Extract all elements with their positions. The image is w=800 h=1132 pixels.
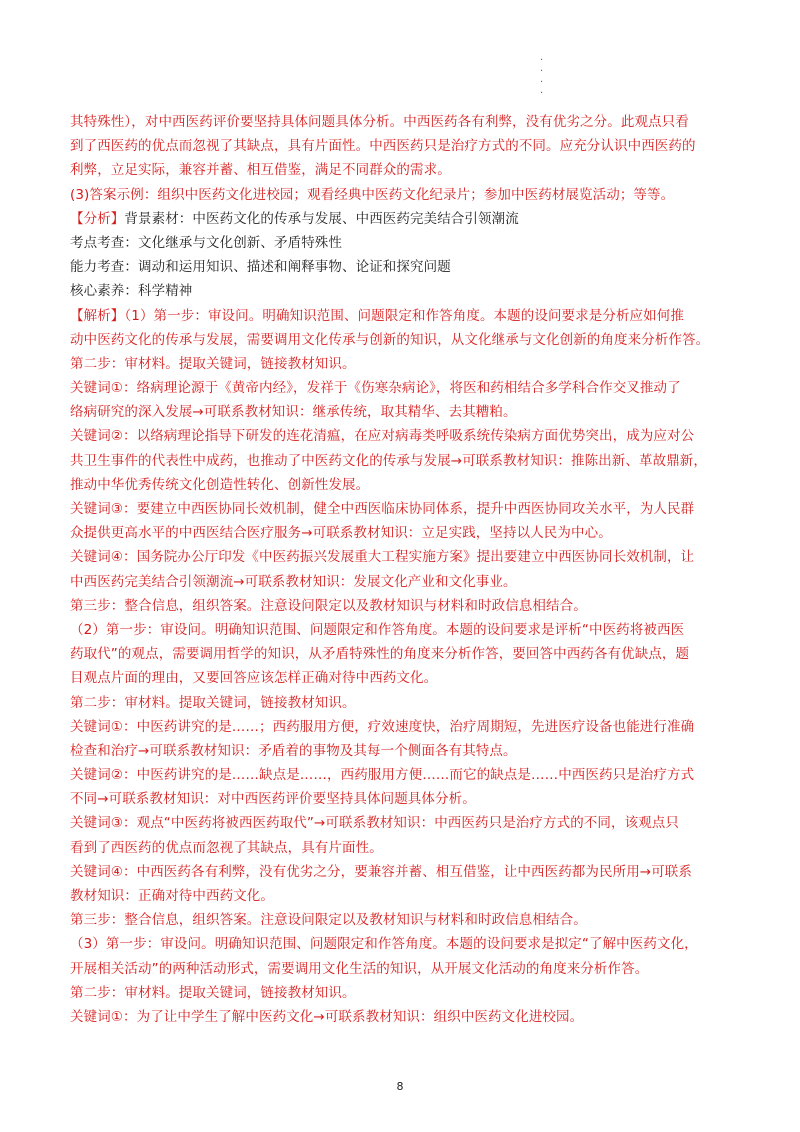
line-text: 其特殊性），对中西医药评价要坚持具体问题具体分析。中西医药各有利弊，没有优劣之分。此观点只看 (70, 114, 689, 130)
line-text: 关键词④：中西医药各有利弊，没有优劣之分，要兼容并蓄、相互借鉴，让中西医药都为民所用→可联系 (70, 863, 693, 880)
text-line (70, 981, 735, 1005)
line-text: 关键词②：以络病理论指导下研发的连花清瘟，在应对病毒类呼吸系统传染病方面优势突出，成为应对公 (70, 428, 695, 445)
line-text: 推动中华优秀传统文化创造性转化、创新性发展。 (70, 476, 370, 493)
text-line (70, 666, 735, 690)
text-line (70, 279, 735, 303)
text-line (70, 884, 735, 908)
line-text: 关键词①：为了让中学生了解中医药文化→可联系教材知识：组织中医药文化进校园。 (70, 1008, 584, 1025)
line-text: 第三步：整合信息，组织答案。注意设问限定以及教材知识与材料和时政信息相结合。 (70, 912, 587, 929)
text-line (70, 158, 735, 182)
line-text: 关键词①：中医药讲究的是……；西药服用方便，疗效速度快，治疗周期短，先进医疗设备也能进行准确 (70, 718, 695, 735)
document-body (70, 110, 735, 1029)
line-text: 第二步：审材料。提取关键词，链接教材知识。 (70, 355, 356, 372)
line-text: 关键词④：国务院办公厅印发《中医药振兴发展重大工程实施方案》提出要建立中西医协同长效机制，让 (70, 549, 695, 566)
text-line (70, 521, 735, 545)
header-dot: . (540, 52, 544, 63)
line-text: 众提供更高水平的中西医结合医疗服务→可联系教材知识：立足实践，坚持以人民为中心。 (70, 525, 612, 542)
section-marker: 【分析】 (70, 210, 125, 227)
text-line (70, 811, 735, 835)
text-line (70, 231, 735, 255)
line-text: 中西医药完美结合引领潮流→可联系教材知识：发展文化产业和文化事业。 (70, 573, 517, 590)
text-line (70, 908, 735, 932)
line-text: 不同→可联系教材知识：对中西医药评价要坚持具体问题具体分析。 (70, 791, 476, 808)
line-text: 检查和治疗→可联系教材知识：矛盾着的事物及其每一个侧面各有其特点。 (70, 742, 517, 759)
text-line (70, 1005, 735, 1029)
text-line (70, 376, 735, 400)
text-line (70, 255, 735, 279)
line-text: 核心素养：科学精神 (70, 283, 193, 300)
line-text: 考点考查：文化继承与文化创新、矛盾特殊性 (70, 234, 342, 251)
line-text: 关键词①：络病理论源于《黄帝内经》，发祥于《伤寒杂病论》，将医和药相结合多学科合作交叉推动了 (70, 380, 681, 397)
text-line (70, 545, 735, 569)
line-text: 目观点片面的理由，又要回答应该怎样正确对待中西药文化。 (70, 670, 438, 687)
text-line (70, 400, 735, 424)
text-line (70, 424, 735, 448)
text-line (70, 715, 735, 739)
text-line (70, 110, 735, 134)
line-text: 看到了西医药的优点而忽视了其缺点，具有片面性。 (70, 839, 383, 856)
text-line (70, 787, 735, 811)
text-line (70, 618, 735, 642)
line-text: 药取代”的观点，需要调用哲学的知识，从矛盾特殊性的角度来分析作答，要回答中西药各有优缺点，题 (70, 646, 690, 663)
line-text: （2）第一步：审设问。明确知识范围、问题限定和作答角度。本题的设问要求是评析“中医药将被西医 (70, 621, 685, 638)
line-text: 教材知识：正确对待中西药文化。 (70, 888, 274, 904)
text-line (70, 473, 735, 497)
text-line (70, 860, 735, 884)
text-line (70, 763, 735, 787)
section-marker: 【解析】 (70, 307, 125, 324)
line-text: 络病研究的深入发展→可联系教材知识：继承传统，取其精华、去其糟粕。 (70, 404, 517, 421)
text-line (70, 497, 735, 521)
text-line (70, 207, 735, 231)
text-line (70, 642, 735, 666)
text-line (70, 957, 735, 981)
line-text: 关键词②：中医药讲究的是……缺点是……，西药服用方便……而它的缺点是……中西医药只是治疗方式 (70, 767, 695, 784)
line-text: 第二步：审材料。提取关键词，链接教材知识。 (70, 694, 356, 711)
page-number: 8 (396, 1080, 404, 1093)
line-text: 能力考查：调动和运用知识、描述和阐释事物、论证和探究问题 (70, 259, 451, 276)
text-line (70, 570, 735, 594)
line-text: 第二步：审材料。提取关键词，链接教材知识。 (70, 984, 356, 1001)
text-line (70, 328, 735, 352)
line-text: 到了西医药的优点而忽视了其缺点，具有片面性。中西医药只是治疗方式的不同。应充分认识中西医药的 (70, 138, 696, 155)
text-line (70, 594, 735, 618)
text-line (70, 304, 735, 328)
text-line (70, 739, 735, 763)
text-line (70, 691, 735, 715)
line-text: 第三步：整合信息，组织答案。注意设问限定以及教材知识与材料和时政信息相结合。 (70, 597, 587, 614)
text-line (70, 836, 735, 860)
text-line (70, 352, 735, 376)
header-dot: . (540, 74, 544, 85)
line-text: 开展相关活动”的两种活动形式，需要调用文化生活的知识，从开展文化活动的角度来分析作答。 (70, 960, 649, 977)
header-dot: . (540, 63, 544, 74)
header-dots (540, 52, 550, 96)
text-line (70, 449, 735, 473)
line-text: 动中医药文化的传承与发展，需要调用文化传承与创新的知识，从文化继承与文化创新的角度来分析作答。 (70, 331, 710, 348)
text-line (70, 134, 735, 158)
line-text: 关键词③：观点“中医药将被西医药取代”→可联系教材知识：中西医药只是治疗方式的不同，该观点只 (70, 815, 680, 832)
line-text: 利弊，立足实际，兼容并蓄、相互借鉴，满足不同群众的需求。 (70, 162, 451, 179)
header-dot: . (540, 85, 544, 96)
line-text: (3)答案示例：组织中医药文化进校园；观看经典中医药文化纪录片；参加中医药材展览活动；等等。 (70, 186, 675, 203)
line-text: （1）第一步：审设问。明确知识范围、问题限定和作答角度。本题的设问要求是分析应如何推 (124, 307, 684, 324)
line-text: （3）第一步：审设问。明确知识范围、问题限定和作答角度。本题的设问要求是拟定“了解中医药文化， (70, 936, 698, 953)
line-text: 背景素材：中医药文化的传承与发展、中西医药完美结合引领潮流 (124, 210, 519, 227)
line-text: 关键词③：要建立中西医协同长效机制，健全中西医临床协同体系，提升中西医协同攻关水平，为人民群 (70, 501, 695, 517)
text-line (70, 183, 735, 207)
line-text: 共卫生事件的代表性中成药，也推动了中医药文化的传承与发展→可联系教材知识：推陈出新、革故鼎新， (70, 452, 708, 469)
text-line (70, 932, 735, 956)
